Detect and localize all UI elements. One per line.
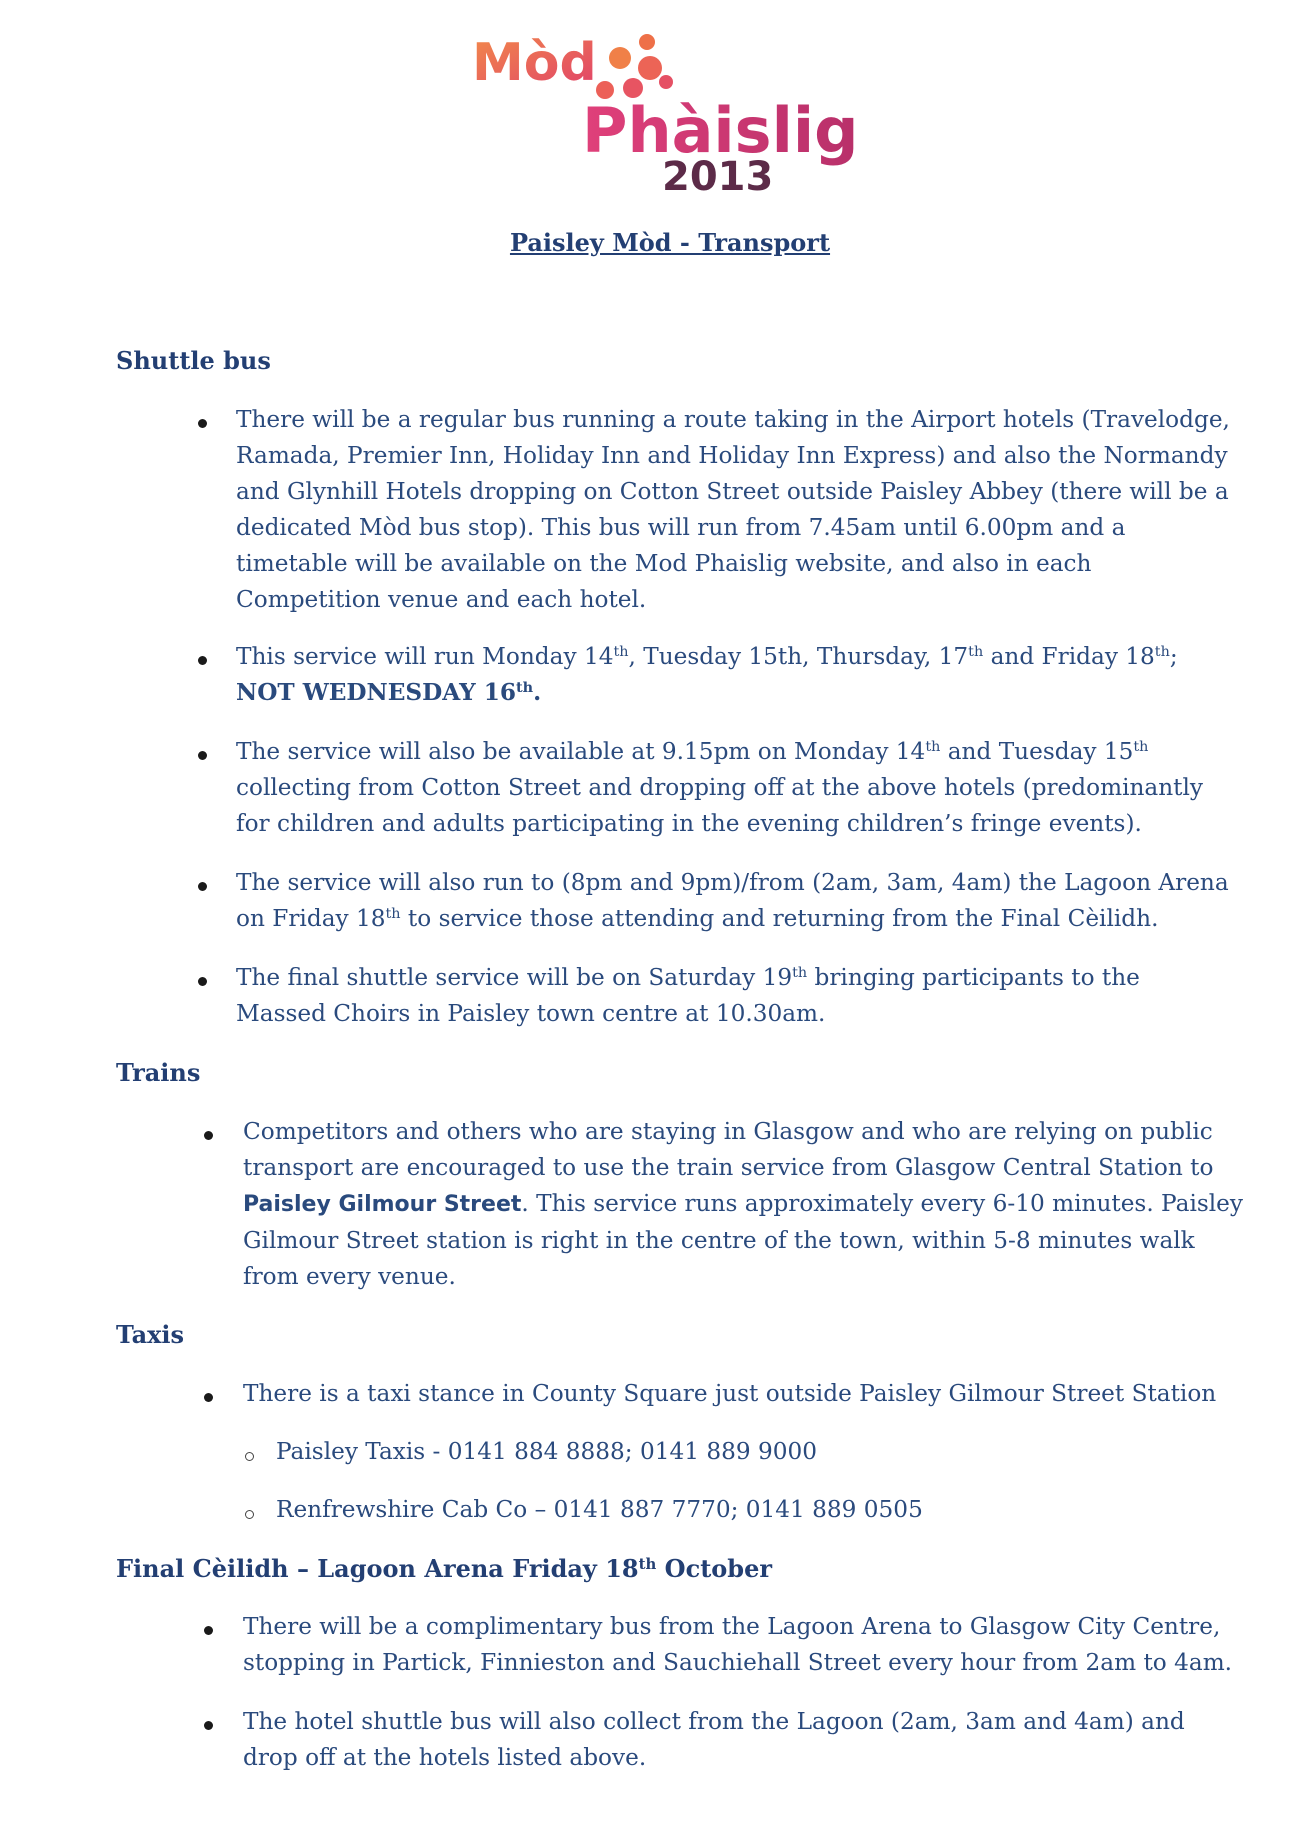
bullet-icon	[204, 1131, 213, 1140]
trains-bullet-1: Competitors and others who are staying in Glasgow and who are relying on public transport are encouraged to use the train service from Glasgow Central Station to Paisley Gilmour Street. This service runs approximately every 6-10 minutes. Paisley Gilmour Street station is right in the centre of the town, within 5-8 minutes walk from every venue.	[243, 1118, 1243, 1290]
section-heading-taxis: Taxis	[116, 1320, 185, 1349]
section-heading-shuttle-bus: Shuttle bus	[116, 346, 271, 375]
bullet-icon	[204, 1393, 213, 1402]
bullet-icon	[204, 1721, 213, 1730]
ceilidh-bullet-1: There will be a complimentary bus from the Lagoon Arena to Glasgow City Centre, stopping in Partick, Finnieston and Sauchiehall Street every hour from 2am to 4am.	[243, 1613, 1233, 1676]
svg-text:2013: 2013	[662, 154, 774, 200]
taxis-bullet-1: There is a taxi stance in County Square just outside Paisley Gilmour Street Station	[243, 1380, 1217, 1407]
mod-phaislig-2013-logo	[470, 10, 870, 200]
ceilidh-bullet-2: The hotel shuttle bus will also collect from the Lagoon (2am, 3am and 4am) and drop off at the hotels listed above.	[243, 1708, 1185, 1771]
svg-text:Phàislig: Phàislig	[582, 94, 859, 167]
taxi-company-paisley: Paisley Taxis - 0141 884 8888; 0141 889 9000	[276, 1438, 817, 1465]
page-title: Paisley Mòd - Transport	[509, 228, 831, 257]
bullet-icon	[198, 751, 207, 760]
section-heading-trains: Trains	[116, 1058, 201, 1087]
bullet-icon	[198, 882, 207, 891]
svg-text:Mòd: Mòd	[472, 33, 597, 93]
sub-bullet-icon	[245, 1452, 254, 1461]
bullet-icon	[198, 419, 207, 428]
bullet-icon	[198, 977, 207, 986]
taxi-company-renfrewshire: Renfrewshire Cab Co – 0141 887 7770; 0141 889 0505	[276, 1496, 923, 1523]
shuttle-bullet-4: The service will also run to (8pm and 9pm)/from (2am, 3am, 4am) the Lagoon Arena on Friday 18th to service those attending and returning from the Final Cèilidh.	[236, 869, 1229, 932]
bullet-icon	[198, 656, 207, 665]
sub-bullet-icon	[245, 1510, 254, 1519]
shuttle-bullet-3: The service will also be available at 9.15pm on Monday 14th and Tuesday 15th collecting from Cotton Street and dropping off at the above hotels (predominantly for children and adults participating in the evening children’s fringe events).	[236, 738, 1204, 837]
section-heading-final-ceilidh: Final Cèilidh – Lagoon Arena Friday 18th October	[116, 1554, 772, 1583]
shuttle-bullet-2: This service will run Monday 14th, Tuesday 15th, Thursday, 17th and Friday 18th; NOT WEDNESDAY 16th.	[236, 643, 1178, 706]
bullet-icon	[204, 1626, 213, 1635]
shuttle-bullet-5: The final shuttle service will be on Saturday 19th bringing participants to the Massed Choirs in Paisley town centre at 10.30am.	[236, 964, 1140, 1027]
shuttle-bullet-1: There will be a regular bus running a route taking in the Airport hotels (Travelodge, Ramada, Premier Inn, Holiday Inn and Holiday Inn Express) and also the Normandy and Glynhill Hotels dropping on Cotton Street outside Paisley Abbey (there will be a dedicated Mòd bus stop). This bus will run from 7.45am until 6.00pm and a timetable will be available on the Mod Phaislig website, and also in each Competition venue and each hotel.	[236, 406, 1230, 613]
